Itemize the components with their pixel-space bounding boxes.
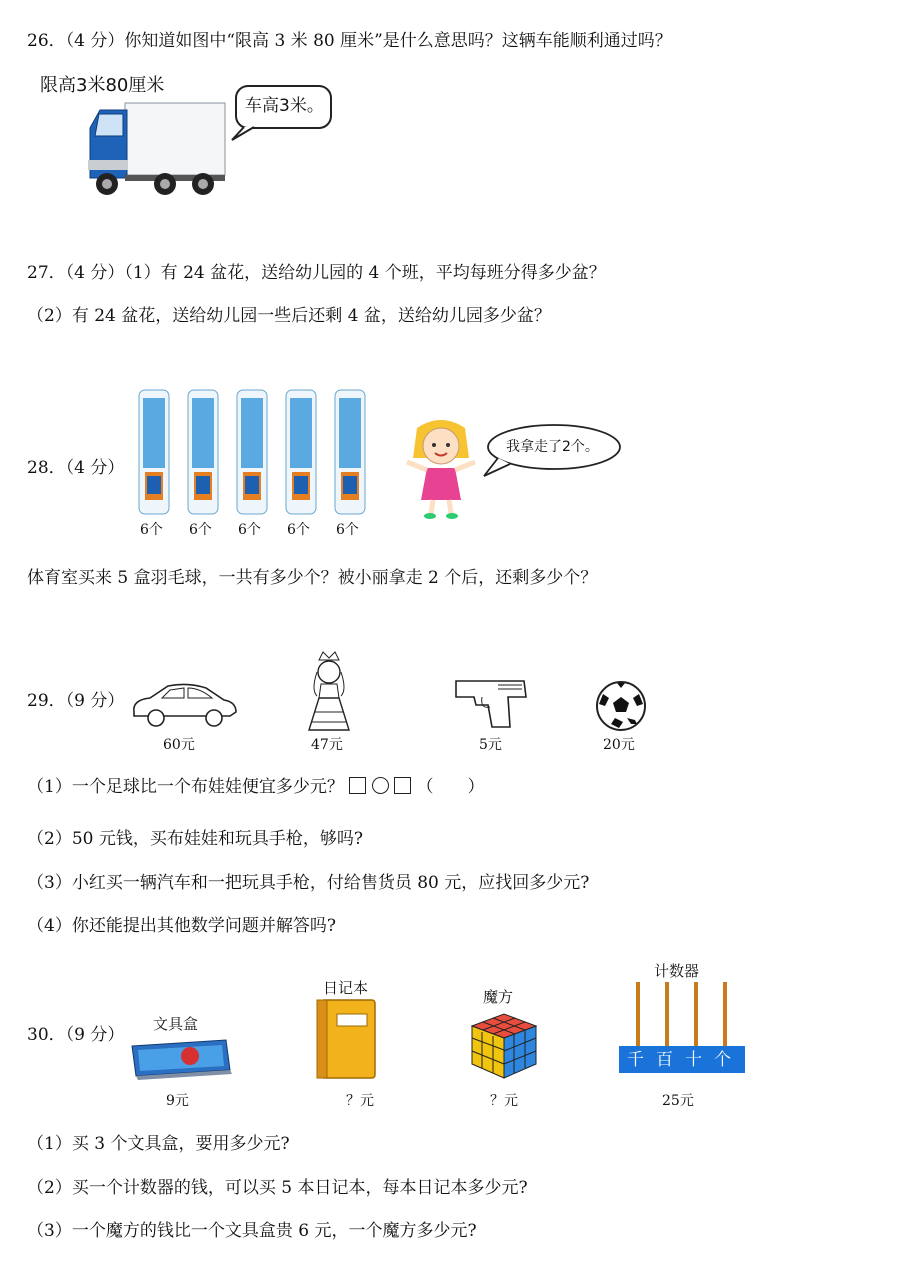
abacus-place-values	[627, 1049, 743, 1071]
q29-part1-text: （1）一个足球比一个布娃娃便宜多少元？	[27, 777, 344, 797]
q29-part1	[27, 776, 484, 798]
pencil-case-image	[128, 1036, 234, 1080]
q29-part4: （4）你还能提出其他数学问题并解答吗?	[27, 916, 336, 936]
answer-paren: （ ）	[416, 777, 485, 797]
place-hundreds: 百	[656, 1050, 673, 1070]
answer-box-2	[394, 777, 411, 794]
truck-image	[85, 98, 230, 203]
price-pencil-case: 9元	[166, 1093, 189, 1109]
answer-box-1	[349, 777, 366, 794]
q30-part2: （2）买一个计数器的钱，可以买 5 本日记本，每本日记本多少元?	[27, 1178, 528, 1198]
tube-label-5: 6个	[336, 522, 359, 538]
place-tens: 十	[685, 1050, 702, 1070]
soccer-ball-image	[595, 680, 647, 732]
tube-label-2: 6个	[189, 522, 212, 538]
q27-line1: 27．（4 分）（1）有 24 盆花，送给幼儿园的 4 个班，平均每班分得多少盆？	[27, 263, 606, 283]
q26-text: 26．（4 分）你知道如图中“限高 3 米 80 厘米”是什么意思吗？这辆车能顺利通过吗？	[27, 31, 672, 51]
item-name-abacus: 计数器	[654, 962, 700, 980]
price-ball: 20元	[603, 737, 635, 753]
q28-label: 28．（4 分）	[27, 458, 125, 478]
item-name-rubiks-cube: 魔方	[483, 988, 514, 1006]
q29-part2: （2）50 元钱，买布娃娃和玩具手枪，够吗?	[27, 829, 363, 849]
shuttlecock-tubes-image	[137, 388, 367, 516]
height-limit-sign: 限高3米80厘米	[40, 75, 165, 96]
price-rubiks-cube: ？元	[490, 1093, 518, 1109]
notebook-image	[315, 998, 379, 1080]
operator-circle	[372, 777, 389, 794]
girl-image	[403, 418, 478, 520]
q29-label: 29．（9 分）	[27, 691, 125, 711]
price-notebook: ？元	[346, 1093, 374, 1109]
toy-gun-image	[452, 675, 532, 733]
doll-image	[303, 650, 355, 734]
bubble-text-truck: 车高3米。	[245, 96, 324, 116]
rubiks-cube-image	[468, 1008, 540, 1080]
tube-label-1: 6个	[140, 522, 163, 538]
price-gun: 5元	[479, 737, 502, 753]
tube-label-4: 6个	[287, 522, 310, 538]
q30-part1: （1）买 3 个文具盒，要用多少元?	[27, 1134, 290, 1154]
q27-line2: （2）有 24 盆花，送给幼儿园一些后还剩 4 盆，送给幼儿园多少盆？	[27, 306, 551, 326]
q29-part3: （3）小红买一辆汽车和一把玩具手枪，付给售货员 80 元，应找回多少元?	[27, 873, 590, 893]
q28-question: 体育室买来 5 盒羽毛球，一共有多少个？被小丽拿走 2 个后，还剩多少个？	[27, 568, 598, 588]
price-doll: 47元	[311, 737, 343, 753]
place-ones: 个	[714, 1050, 731, 1070]
q30-part3: （3）一个魔方的钱比一个文具盒贵 6 元，一个魔方多少元?	[27, 1221, 477, 1241]
price-abacus: 25元	[662, 1093, 694, 1109]
item-name-notebook: 日记本	[323, 979, 369, 997]
price-car: 60元	[163, 737, 195, 753]
bubble-text-girl: 我拿走了2个。	[506, 439, 599, 455]
tube-label-3: 6个	[238, 522, 261, 538]
place-thousands: 千	[627, 1050, 644, 1070]
q30-label: 30．（9 分）	[27, 1025, 125, 1045]
toy-car-image	[128, 680, 240, 730]
item-name-pencil-case: 文具盒	[153, 1015, 199, 1033]
